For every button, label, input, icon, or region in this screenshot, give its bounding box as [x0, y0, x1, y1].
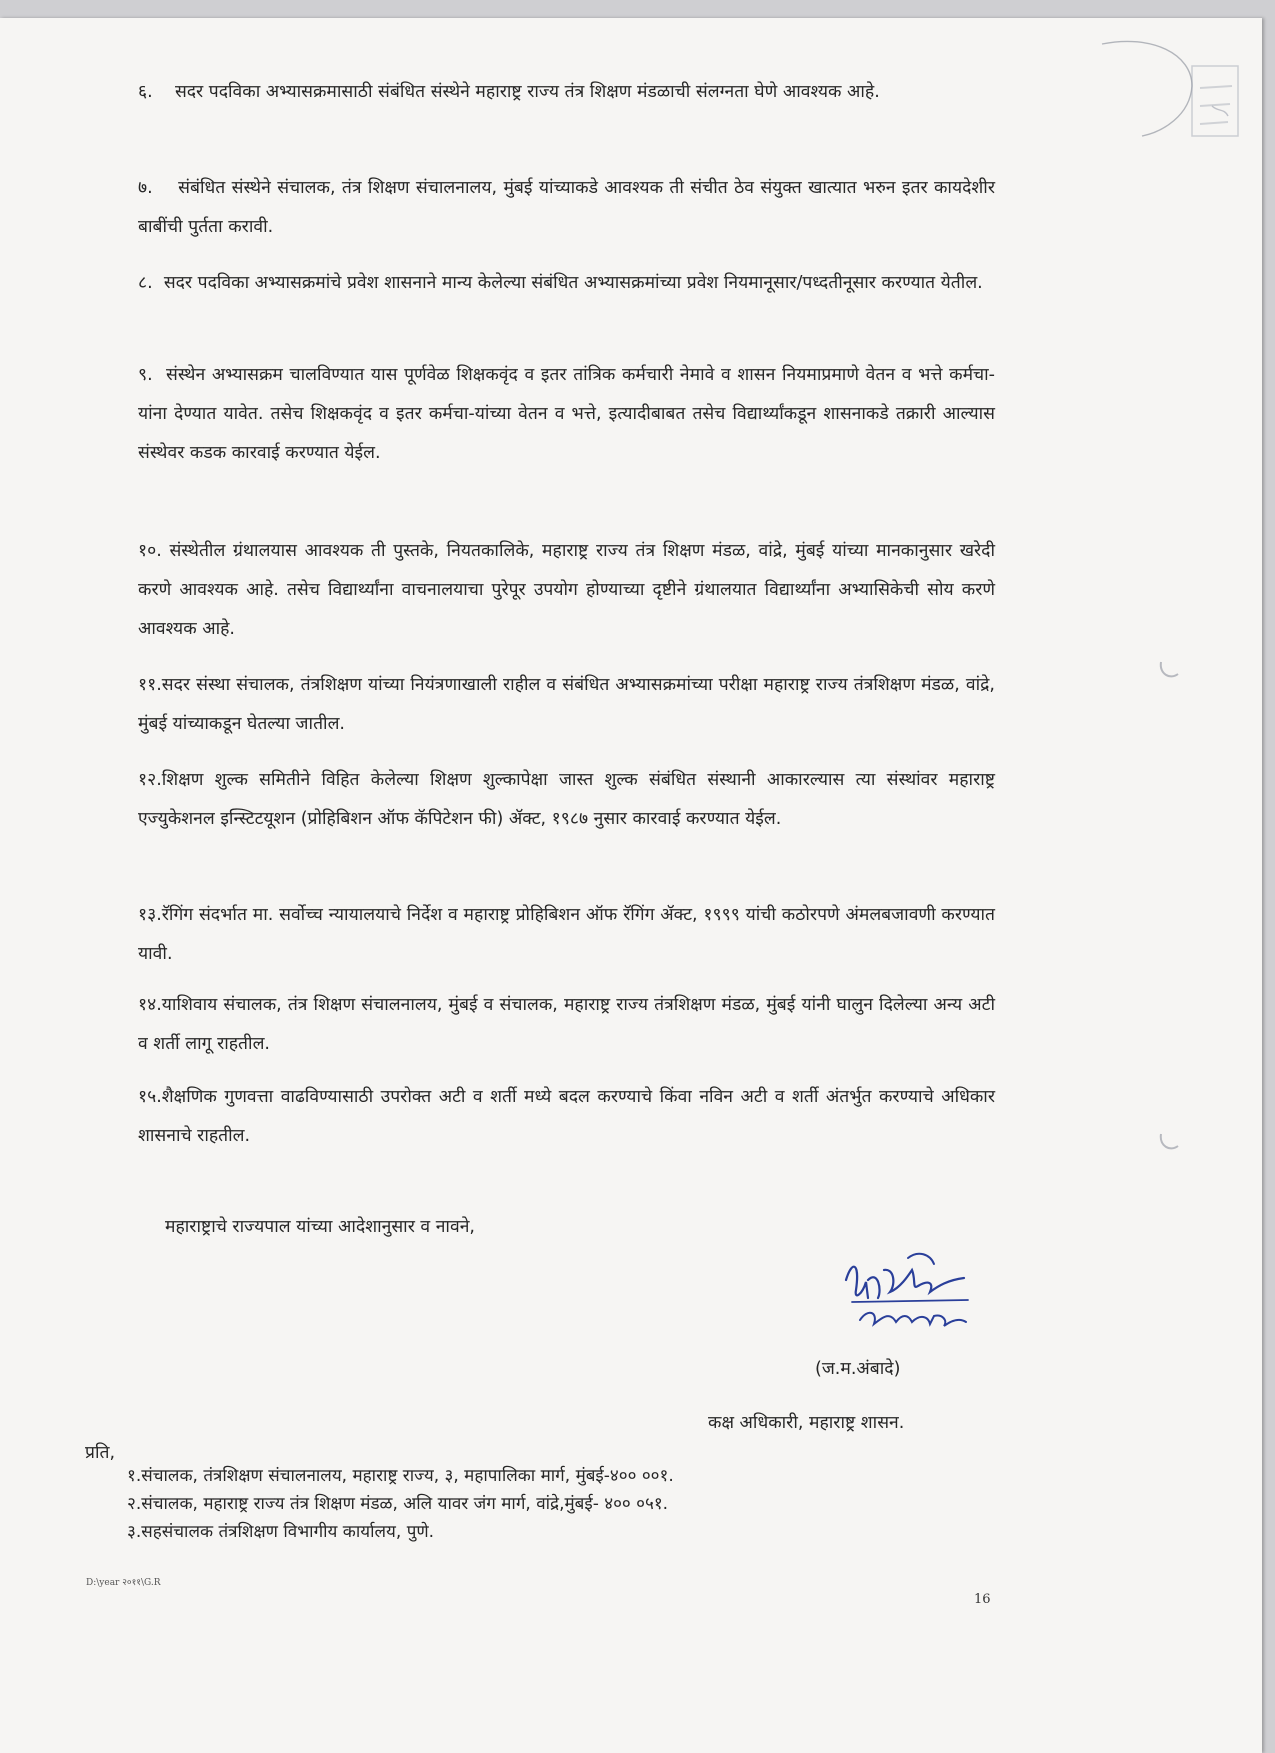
document-page: [0, 18, 1262, 1753]
signer-name: (ज.म.अंबादे): [815, 1359, 901, 1379]
clause-number: १४.: [138, 995, 162, 1015]
clause-number: ११.: [138, 675, 162, 695]
received-stamp-image: [1042, 36, 1242, 156]
file-reference: D:\year २०११\G.R: [86, 1578, 161, 1588]
clause-text: सदर पदविका अभ्यासक्रमांचे प्रवेश शासनाने मान्य केलेल्या संबंधित अभ्यासक्रमांच्या प्रवेश नियमानूसार/पध्दतीनूसार करण्यात येतील.: [163, 273, 983, 293]
clause-text: शिक्षण शुल्क समितीने विहित केलेल्या शिक्षण शुल्कापेक्षा जास्त शुल्क संबंधित संस्थानी आकारल्यास त्या संस्थांवर महाराष्ट्र एज्युकेशनल इन्स्टिटयूशन (प्रोहिबिशन ऑफ कॅपिटेशन फी) ॲक्ट, १९८७ नुसार कारवाई करण्यात येईल.: [138, 770, 995, 829]
clause-9: [138, 356, 995, 473]
clause-number: १२.: [138, 770, 162, 790]
clause-text: संस्थेतील ग्रंथालयास आवश्यक ती पुस्तके, नियतकालिके, महाराष्ट्र राज्य तंत्र शिक्षण मंडळ, वांद्रे, मुंबई यांच्या मानकानुसार खरेदी करणे आवश्यक आहे. तसेच विद्यार्थ्यांना वाचनालयाचा पुरेपूर उपयोग होण्याच्या दृष्टीने ग्रंथालयात विद्यार्थ्यांना अभ्यासिकेची सोय करणे आवश्यक आहे.: [138, 541, 995, 639]
recipient-item: १.संचालक, तंत्रशिक्षण संचालनालय, महाराष्ट्र राज्य, ३, महापालिका मार्ग, मुंबई-४०० ००१.: [127, 1466, 674, 1486]
clause-number: ६.: [138, 82, 153, 102]
signature-image: [838, 1240, 978, 1350]
clause-6: [138, 73, 995, 112]
clause-13: [138, 896, 995, 974]
punch-hole-mark: [1158, 658, 1180, 682]
clause-text: संस्थेन अभ्यासक्रम चालविण्यात यास पूर्णवेळ शिक्षकवृंद व इतर तांत्रिक कर्मचारी नेमावे व शासन नियमाप्रमाणे वेतन व भत्ते कर्मचा-यांना देण्यात यावेत. तसेच शिक्षकवृंद व इतर कर्मचा-यांच्या वेतन व भत्ते, इत्यादीबाबत तसेच विद्यार्थ्यांकडून शासनाकडे तक्रारी आल्यास संस्थेवर कडक कारवाई करण्यात येईल.: [138, 365, 995, 463]
clause-14: [138, 986, 995, 1064]
clause-text: याशिवाय संचालक, तंत्र शिक्षण संचालनालय, मुंबई व संचालक, महाराष्ट्र राज्य तंत्रशिक्षण मंडळ, मुंबई यांनी घालुन दिलेल्या अन्य अटी व शर्ती लागू राहतील.: [138, 995, 995, 1054]
clause-text: शैक्षणिक गुणवत्ता वाढविण्यासाठी उपरोक्त अटी व शर्ती मध्ये बदल करण्याचे किंवा नविन अटी व शर्ती अंतर्भुत करण्याचे अधिकार शासनाचे राहतील.: [138, 1087, 995, 1146]
clause-number: ७.: [138, 178, 153, 198]
clause-number: ८.: [138, 273, 153, 293]
order-signoff: महाराष्ट्राचे राज्यपाल यांच्या आदेशानुसार व नावने,: [165, 1217, 475, 1237]
clause-text: सदर संस्था संचालक, तंत्रशिक्षण यांच्या नियंत्रणाखाली राहील व संबंधित अभ्यासक्रमांच्या परीक्षा महाराष्ट्र राज्य तंत्रशिक्षण मंडळ, वांद्रे, मुंबई यांच्याकडून घेतल्या जातील.: [138, 675, 995, 734]
clause-12: [138, 761, 995, 839]
signer-designation: कक्ष अधिकारी, महाराष्ट्र शासन.: [708, 1413, 905, 1433]
clause-15: [138, 1078, 995, 1156]
recipient-item: ३.सहसंचालक तंत्रशिक्षण विभागीय कार्यालय, पुणे.: [127, 1522, 435, 1542]
clause-number: १३.: [138, 905, 162, 925]
clause-number: ९.: [138, 365, 153, 385]
recipient-item: २.संचालक, महाराष्ट्र राज्य तंत्र शिक्षण मंडळ, अलि यावर जंग मार्ग, वांद्रे,मुंबई- ४०० ०५१.: [127, 1494, 669, 1514]
recipient-list: [127, 1462, 674, 1546]
clause-11: [138, 666, 995, 744]
clause-number: १०.: [138, 541, 162, 561]
clause-10: [138, 532, 995, 649]
copy-to-label: प्रति,: [85, 1443, 116, 1463]
clause-text: संबंधित संस्थेने संचालक, तंत्र शिक्षण संचालनालय, मुंबई यांच्याकडे आवश्यक ती संचीत ठेव संयुक्त खात्यात भरुन इतर कायदेशीर बाबींची पुर्तता करावी.: [138, 178, 995, 237]
clause-8: [138, 264, 995, 303]
clause-text: रॅगिंग संदर्भात मा. सर्वोच्च न्यायालयाचे निर्देश व महाराष्ट्र प्रोहिबिशन ऑफ रॅगिंग ॲक्ट, १९९९ यांची कठोरपणे अंमलबजावणी करण्यात यावी.: [138, 905, 995, 964]
page-number: 16: [974, 1592, 991, 1607]
clause-text: सदर पदविका अभ्यासक्रमासाठी संबंधित संस्थेने महाराष्ट्र राज्य तंत्र शिक्षण मंडळाची संलग्नता घेणे आवश्यक आहे.: [174, 82, 880, 102]
clause-number: १५.: [138, 1087, 162, 1107]
punch-hole-mark: [1158, 1130, 1180, 1154]
clause-7: [138, 169, 995, 247]
